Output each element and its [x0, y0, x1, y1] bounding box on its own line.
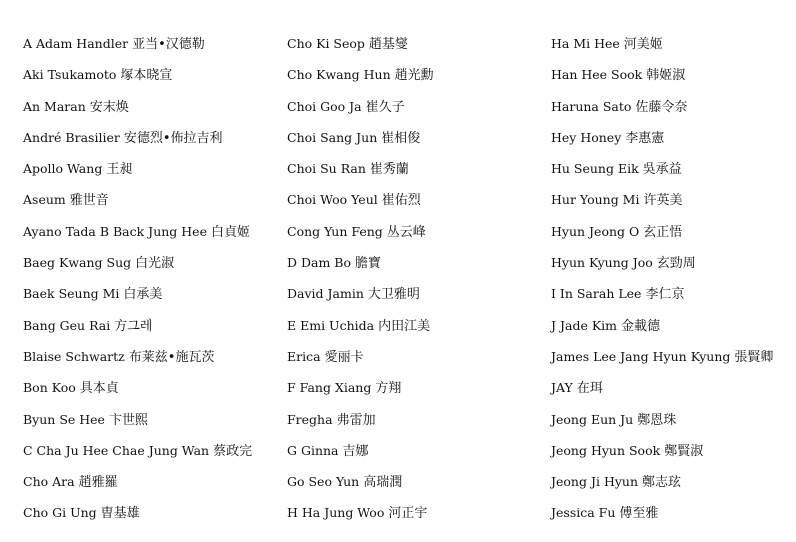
name-entry [287, 28, 434, 59]
native-script-name: 鄭賢淑 [664, 443, 704, 459]
native-script-name: 王昶 [106, 162, 133, 178]
romanized-name: Erica [287, 348, 321, 364]
native-script-name: 塚本晓宣 [120, 68, 173, 84]
romanized-name: Blaise Schwartz [23, 348, 125, 364]
romanized-name: David Jamin [287, 286, 364, 302]
native-script-name: 许英美 [643, 193, 683, 209]
romanized-name: Go Seo Yun [287, 474, 360, 490]
romanized-name: Jeong Eun Ju [551, 411, 634, 427]
native-script-name: 亚当•汉德勒 [132, 37, 205, 52]
romanized-name: Aseum [23, 192, 66, 208]
native-script-name: 安德烈•佈拉吉利 [123, 130, 223, 146]
romanized-name: Cho Kwang Hun [287, 67, 391, 83]
native-script-name: 河正宇 [388, 506, 428, 522]
name-entry [287, 372, 434, 403]
native-script-name: 具本貞 [79, 381, 119, 397]
romanized-name: Baeg Kwang Sug [23, 255, 132, 271]
name-entry [287, 216, 434, 247]
native-script-name: 韩姬淑 [646, 68, 686, 84]
romanized-name: C Cha Ju Hee Chae Jung Wan [23, 442, 210, 458]
native-script-name: 河美姬 [623, 37, 663, 52]
native-script-name: 傅至雅 [619, 506, 659, 522]
name-entry [23, 153, 252, 184]
native-script-name: 崔佑烈 [381, 193, 421, 209]
romanized-name: Hyun Kyung Joo [551, 255, 653, 271]
name-entry [551, 278, 773, 309]
name-entry [551, 404, 773, 435]
name-entry [551, 435, 773, 466]
name-entry [551, 497, 773, 528]
name-entry [551, 184, 773, 215]
native-script-name: 方그레 [114, 318, 153, 334]
name-entry [287, 404, 434, 435]
native-script-name: 張賢卿 [734, 349, 774, 365]
name-entry [287, 435, 434, 466]
name-entry [287, 247, 434, 278]
romanized-name: Bang Geu Rai [23, 317, 111, 333]
name-entry [287, 91, 434, 122]
name-entry [23, 28, 252, 59]
name-entry [287, 497, 434, 528]
romanized-name: D Dam Bo [287, 255, 352, 271]
native-script-name: 内田江美 [378, 318, 431, 334]
name-entry [551, 91, 773, 122]
name-entry [551, 372, 773, 403]
romanized-name: James Lee Jang Hyun Kyung [551, 348, 731, 364]
romanized-name: Han Hee Sook [551, 67, 643, 83]
romanized-name: Cong Yun Feng [287, 223, 383, 239]
name-entry [23, 310, 252, 341]
name-column-2 [287, 28, 434, 529]
native-script-name: 卞世熙 [108, 412, 148, 428]
native-script-name: 弗雷加 [336, 412, 376, 428]
romanized-name: Jessica Fu [551, 505, 616, 521]
name-entry [23, 122, 252, 153]
romanized-name: Hu Seung Eik [551, 161, 639, 177]
name-entry [23, 372, 252, 403]
romanized-name: E Emi Uchida [287, 317, 375, 333]
native-script-name: 膽寶 [355, 256, 382, 272]
native-script-name: 玄正悟 [643, 224, 683, 240]
romanized-name: Jeong Hyun Sook [551, 442, 661, 458]
name-entry [551, 59, 773, 90]
romanized-name: Ha Mi Hee [551, 36, 620, 51]
name-entry [287, 278, 434, 309]
name-entry [23, 247, 252, 278]
name-entry [551, 122, 773, 153]
native-script-name: 吉娜 [342, 443, 369, 459]
name-entry [23, 341, 252, 372]
name-entry [287, 466, 434, 497]
native-script-name: 安末焕 [89, 99, 129, 115]
romanized-name: JAY [551, 380, 573, 396]
native-script-name: 李惠憲 [625, 130, 665, 146]
name-entry [287, 310, 434, 341]
romanized-name: Cho Ki Seop [287, 36, 365, 51]
romanized-name: Hey Honey [551, 129, 622, 145]
native-script-name: 白光淑 [135, 256, 175, 272]
name-entry [23, 435, 252, 466]
romanized-name: Choi Sang Jun [287, 129, 378, 145]
romanized-name: Cho Ara [23, 474, 75, 490]
name-entry [287, 341, 434, 372]
native-script-name: 李仁京 [645, 287, 685, 303]
native-script-name: 佐藤令奈 [635, 99, 688, 115]
romanized-name: Byun Se Hee [23, 411, 105, 427]
native-script-name: 趙光勳 [394, 68, 434, 84]
romanized-name: F Fang Xiang [287, 380, 372, 396]
name-entry [551, 216, 773, 247]
native-script-name: 高瑞潤 [363, 475, 403, 491]
name-entry [551, 247, 773, 278]
name-entry [23, 497, 252, 528]
name-entry [23, 278, 252, 309]
native-script-name: 丛云峰 [386, 224, 426, 240]
native-script-name: 在珥 [576, 381, 603, 397]
name-entry [23, 59, 252, 90]
native-script-name: 玄勁周 [656, 256, 696, 272]
name-entry [23, 404, 252, 435]
romanized-name: Cho Gi Ung [23, 505, 97, 521]
native-script-name: 崔相俊 [381, 130, 421, 146]
name-entry [287, 153, 434, 184]
name-column-3 [551, 28, 773, 529]
name-column-1 [23, 28, 252, 529]
romanized-name: H Ha Jung Woo [287, 505, 385, 521]
romanized-name: Hur Young Mi [551, 192, 640, 208]
native-script-name: 白貞姬 [210, 224, 250, 240]
romanized-name: Baek Seung Mi [23, 286, 120, 302]
romanized-name: Hyun Jeong O [551, 223, 640, 239]
native-script-name: 蔡政完 [213, 443, 253, 459]
romanized-name: Fregha [287, 411, 333, 427]
romanized-name: An Maran [23, 98, 86, 114]
native-script-name: 方翔 [375, 381, 402, 397]
name-entry [23, 91, 252, 122]
name-entry [287, 184, 434, 215]
name-entry [287, 59, 434, 90]
romanized-name: Jeong Ji Hyun [551, 474, 639, 490]
romanized-name: Ayano Tada B Back Jung Hee [23, 223, 207, 239]
native-script-name: 白承美 [123, 287, 163, 303]
romanized-name: Bon Koo [23, 380, 76, 396]
native-script-name: 趙雅羅 [78, 475, 118, 491]
native-script-name: 金載德 [621, 318, 661, 334]
romanized-name: André Brasilier [23, 129, 120, 145]
name-entry [23, 466, 252, 497]
romanized-name: Choi Goo Ja [287, 98, 362, 114]
native-script-name: 雅世音 [69, 193, 109, 209]
romanized-name: Aki Tsukamoto [23, 67, 117, 83]
name-entry [551, 466, 773, 497]
name-entry [551, 310, 773, 341]
romanized-name: Haruna Sato [551, 98, 632, 114]
native-script-name: 大卫雅明 [367, 287, 420, 303]
native-script-name: 趙基燮 [368, 37, 408, 52]
name-entry [551, 153, 773, 184]
romanized-name: Apollo Wang [23, 161, 103, 177]
native-script-name: 曺基雄 [100, 506, 140, 522]
name-entry [551, 341, 773, 372]
native-script-name: 崔久子 [365, 99, 405, 115]
native-script-name: 吳承益 [642, 162, 682, 178]
native-script-name: 布莱兹•施瓦茨 [128, 349, 215, 365]
native-script-name: 崔秀蘭 [369, 162, 409, 178]
name-entry [23, 184, 252, 215]
romanized-name: G Ginna [287, 442, 339, 458]
native-script-name: 鄭志玹 [642, 475, 682, 491]
romanized-name: J Jade Kim [551, 317, 618, 333]
romanized-name: A Adam Handler [23, 36, 129, 51]
name-entry [287, 122, 434, 153]
native-script-name: 鄭恩珠 [637, 412, 677, 428]
name-entry [23, 216, 252, 247]
romanized-name: Choi Woo Yeul [287, 192, 378, 208]
name-entry [551, 28, 773, 59]
romanized-name: I In Sarah Lee [551, 286, 642, 302]
native-script-name: 愛丽卡 [324, 349, 364, 365]
romanized-name: Choi Su Ran [287, 161, 366, 177]
